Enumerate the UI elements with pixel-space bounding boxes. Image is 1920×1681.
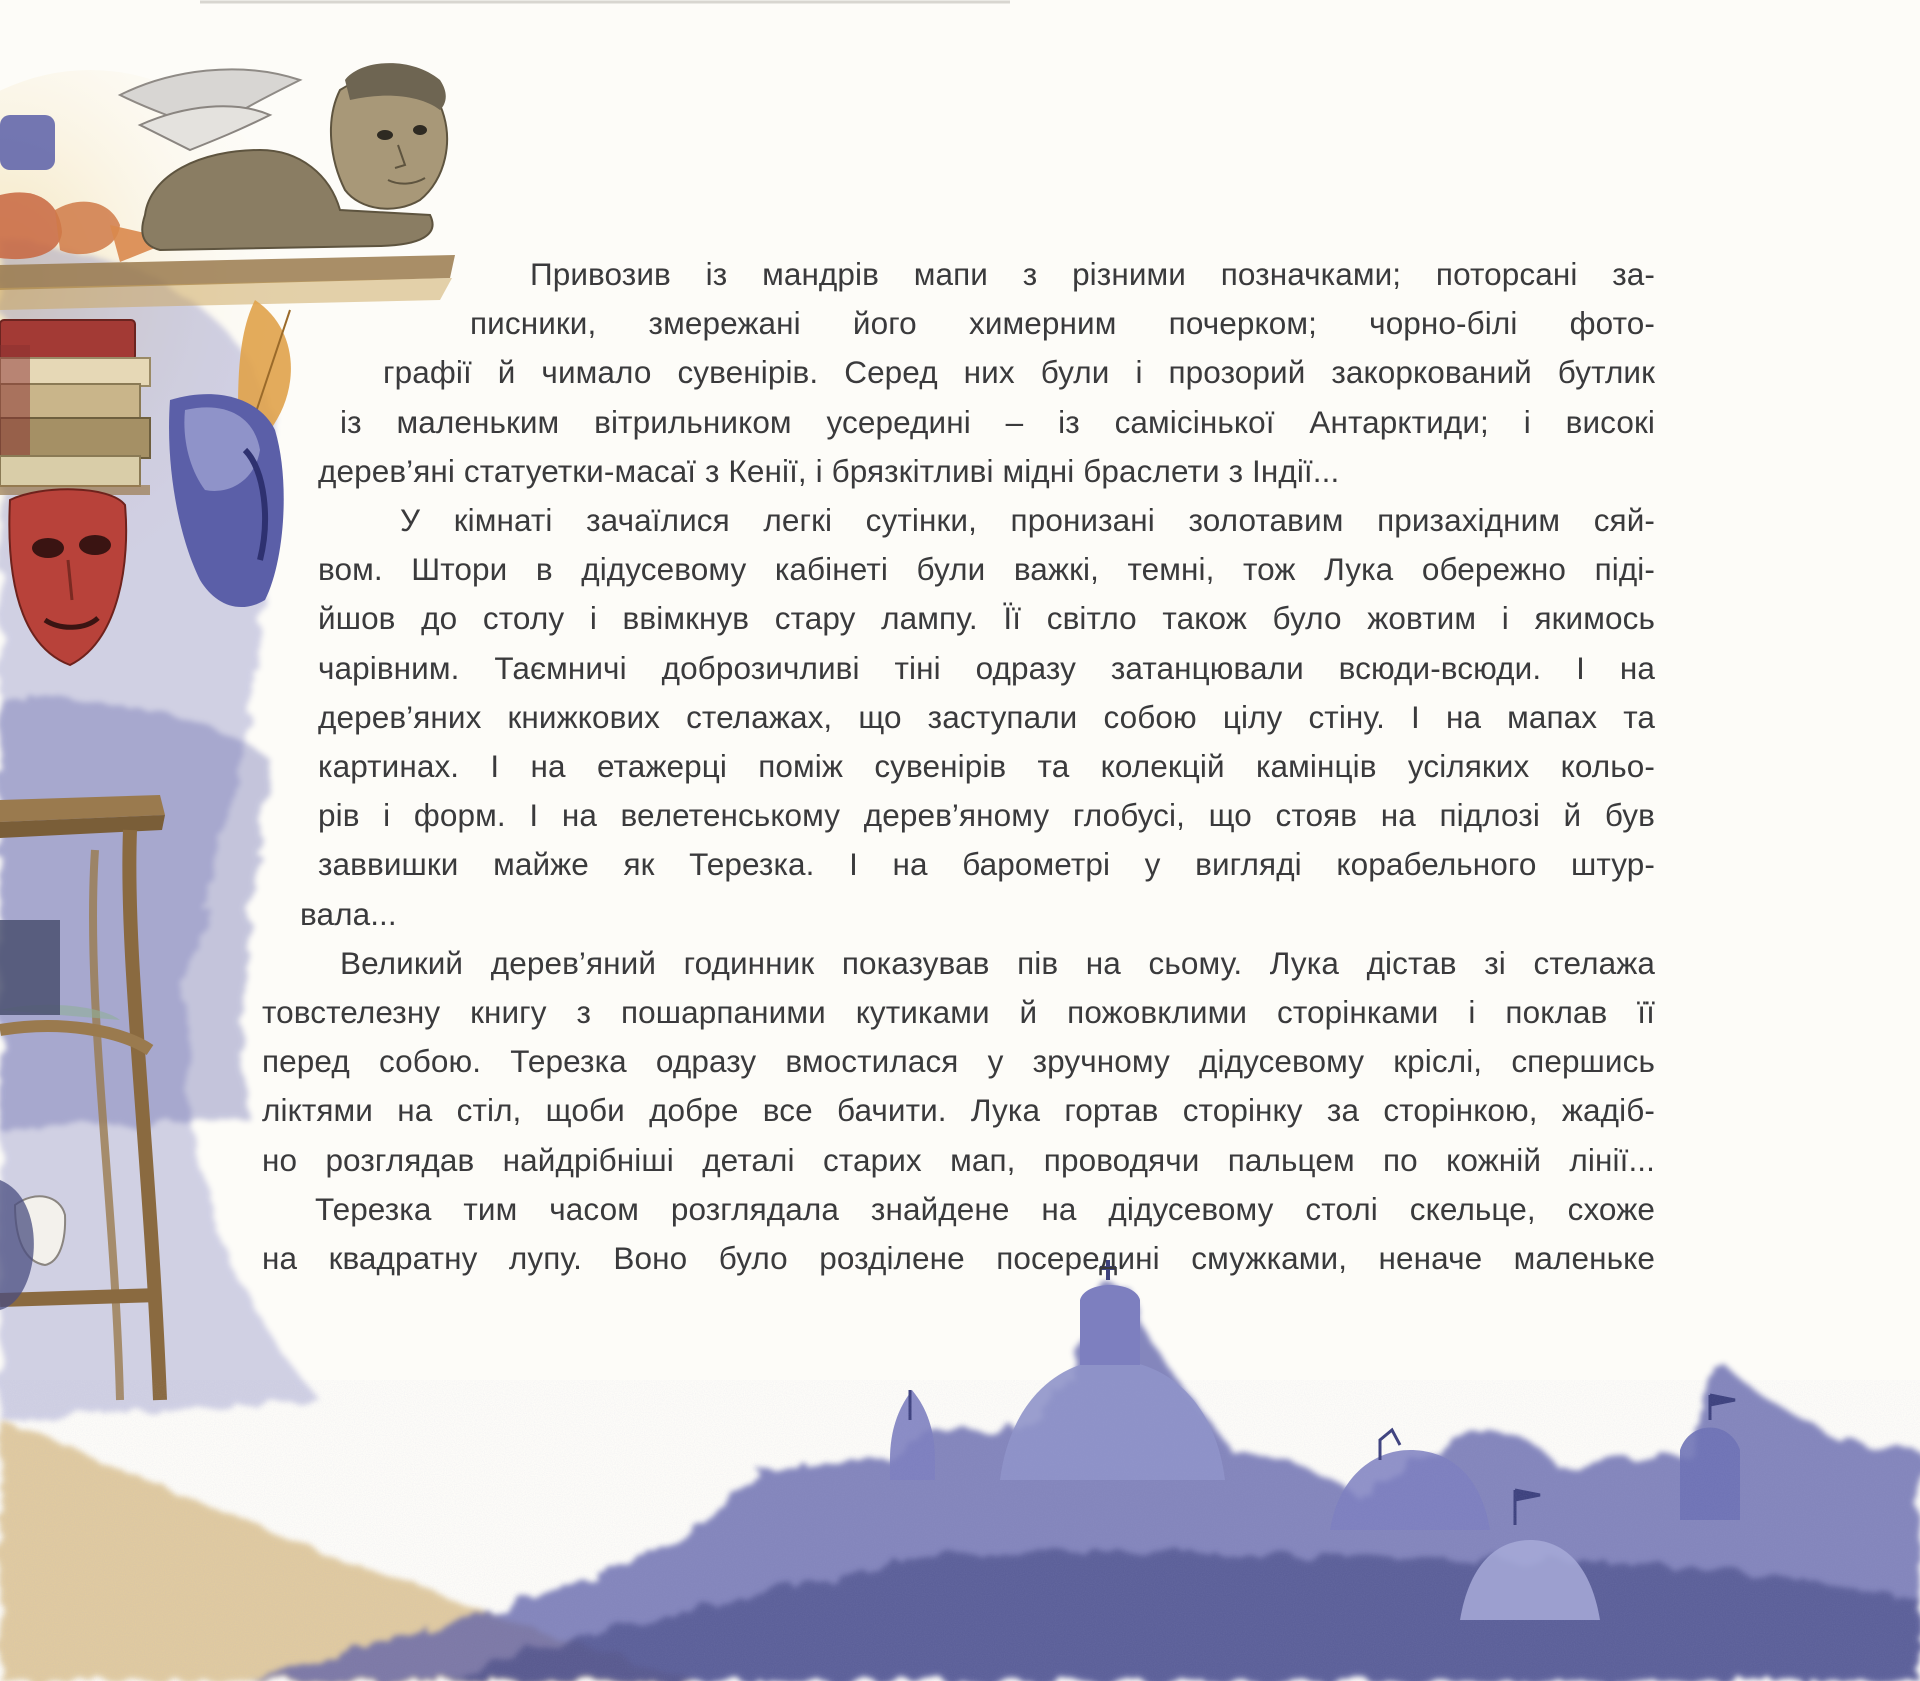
city-skyline [0, 1260, 1920, 1681]
book-stack [0, 320, 150, 486]
text-line: писники, змережані його химерним почерком; чорно-білі фото- [470, 305, 1655, 342]
text-line: йшов до столу і ввімкнув стару лампу. Її світло також було жовтим і якимось [318, 600, 1655, 637]
text-line: чарівним. Таємничі доброзичливі тіні одразу затанцювали всюди-всюди. І на [318, 649, 1655, 686]
text-line: Великий дерев’яний годинник показував пів на сьому. Лука дістав зі стелажа [340, 944, 1655, 981]
text-line: заввишки майже як Терезка. І на барометрі у вигляді корабельного штур- [318, 846, 1655, 883]
text-line: на квадратну лупу. Воно було розділене посередині смужками, неначе маленьке [262, 1240, 1655, 1276]
text-line: ліктями на стіл, щоби добре все бачити. Лука гортав сторінку за сторінкою, жадіб- [262, 1092, 1655, 1129]
text-line: Привозив із мандрів мапи з різними позначками; поторсані за- [530, 256, 1655, 292]
text-line: картинах. І на етажерці поміж сувенірів та колекцій камінців усіляких кольо- [318, 748, 1655, 784]
text-line: товстелезну книгу з пошарпаними кутиками й пожовклими сторінками і поклав її [262, 994, 1655, 1030]
text-line: із маленьким вітрильником усередині – із самісінької Антарктиди; і високі [340, 403, 1655, 440]
text-line: но розглядав найдрібніші деталі старих мап, проводячи пальцем по кожній лінії... [262, 1141, 1655, 1178]
text-line: вала... [300, 895, 397, 932]
text-line: Терезка тим часом розглядала знайдене на дідусевому столі скельце, схоже [315, 1190, 1655, 1227]
text-line: дерев’яних книжкових стелажах, що заступали собою цілу стіну. І на мапах та [318, 698, 1655, 735]
text-line: вом. Штори в дідусевому кабінеті були важкі, темні, тож Лука обережно піді- [318, 551, 1655, 588]
text-line: перед собою. Терезка одразу вмостилася у зручному дідусевому кріслі, спершись [262, 1043, 1655, 1080]
text-line: дерев’яні статуетки-масаї з Кенії, і брязкітливі мідні браслети з Індії... [318, 452, 1340, 489]
text-line: графії й чимало сувенірів. Серед них були і прозорий закоркований бутлик [383, 354, 1655, 391]
text-line: рів і форм. І на велетенському дерев’яному глобусі, що стояв на підлозі й був [318, 797, 1655, 834]
text-line: У кімнаті зачаїлися легкі сутінки, пронизані золотавим призахідним сяй- [400, 502, 1655, 538]
